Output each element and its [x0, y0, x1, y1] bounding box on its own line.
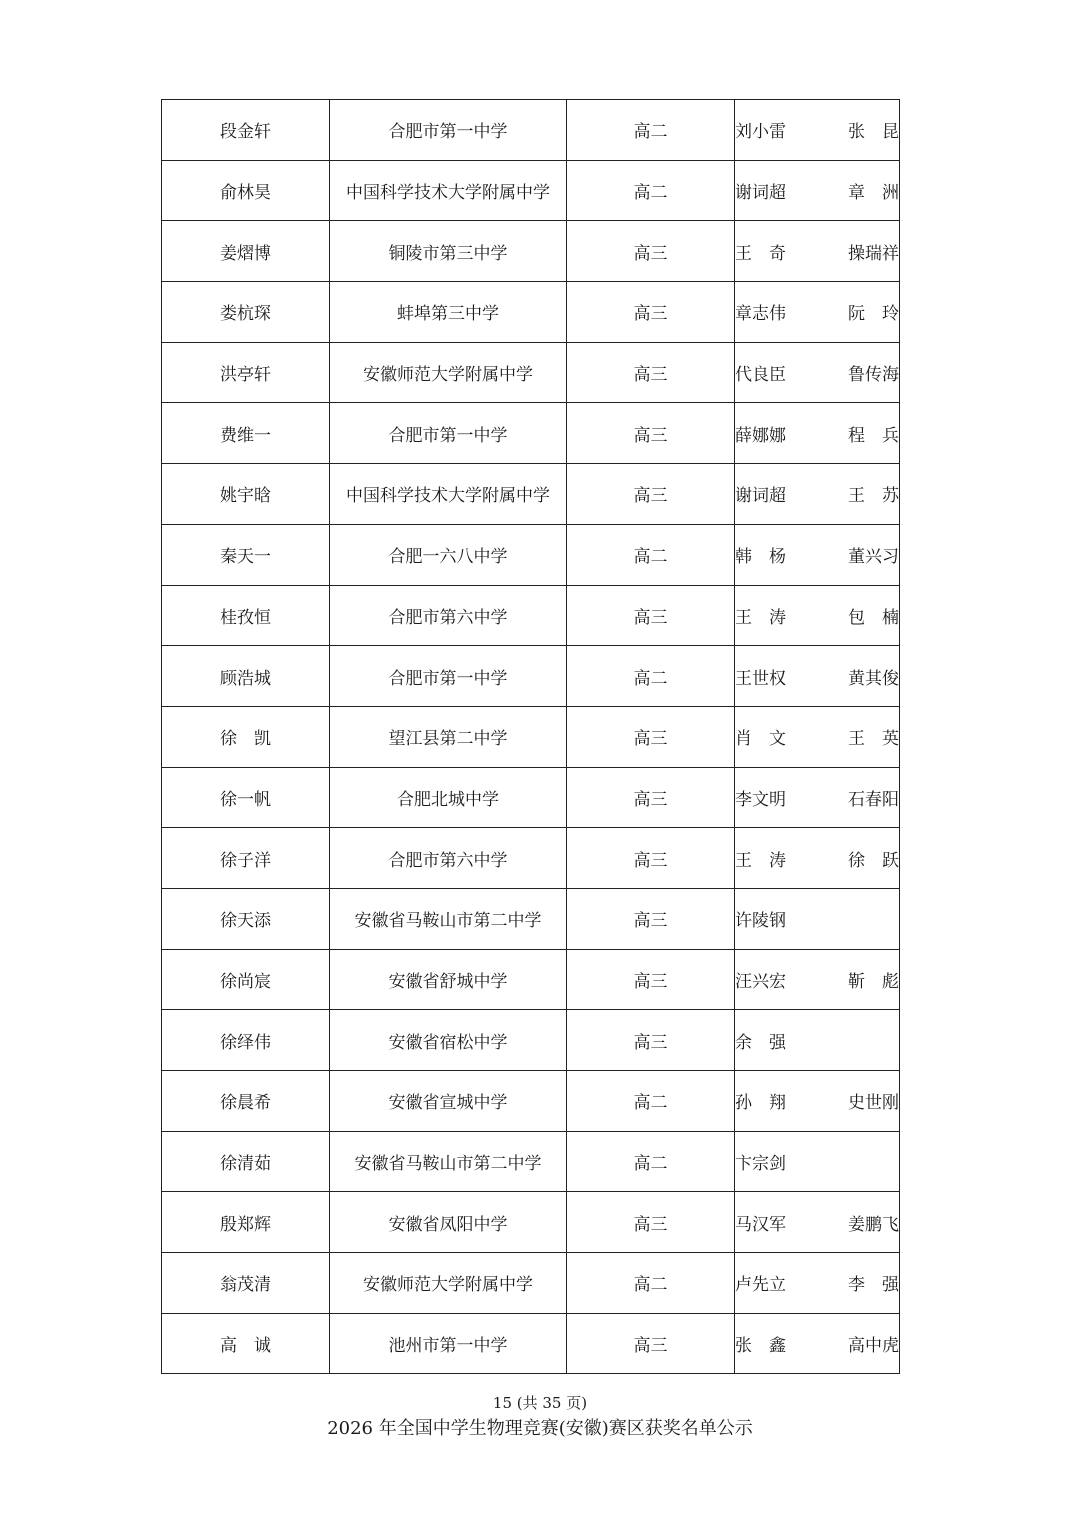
- table-row: [162, 1253, 900, 1314]
- coach-names: [735, 1028, 899, 1053]
- coach-secondary: 张 昆: [848, 122, 899, 143]
- student-name-cell: 娄杭琛: [162, 282, 330, 343]
- grade-cell: 高三: [567, 888, 735, 949]
- table-row: [162, 100, 900, 161]
- coach-secondary: 操瑞祥: [848, 243, 899, 264]
- student-name-cell: 高 诚: [162, 1313, 330, 1374]
- school-cell: 合肥北城中学: [330, 767, 567, 828]
- school-cell: 合肥市第一中学: [330, 100, 567, 161]
- grade-cell: 高三: [567, 828, 735, 889]
- grade-cell: 高三: [567, 767, 735, 828]
- coach-names: [735, 542, 899, 567]
- coach-primary: 李文明: [735, 789, 786, 810]
- coach-primary: 王 涛: [735, 850, 786, 871]
- school-cell: 中国科学技术大学附属中学: [330, 160, 567, 221]
- coach-secondary: 李 强: [848, 1275, 899, 1296]
- coach-cell: [735, 706, 900, 767]
- table-row: [162, 160, 900, 221]
- coach-cell: [735, 160, 900, 221]
- table-row: [162, 1313, 900, 1374]
- coach-secondary: 徐 跃: [848, 850, 899, 871]
- school-cell: 合肥市第一中学: [330, 646, 567, 707]
- grade-cell: 高三: [567, 706, 735, 767]
- document-title: 2026 年全国中学生物理竞赛(安徽)赛区获奖名单公示: [327, 1418, 753, 1439]
- student-name-cell: 秦天一: [162, 524, 330, 585]
- school-cell: 安徽省宿松中学: [330, 1010, 567, 1071]
- coach-secondary: 高中虎: [848, 1336, 899, 1357]
- coach-secondary: 章 洲: [848, 183, 899, 204]
- coach-primary: 王 奇: [735, 243, 786, 264]
- table-row: [162, 1131, 900, 1192]
- grade-cell: 高三: [567, 342, 735, 403]
- student-name-cell: 徐子洋: [162, 828, 330, 889]
- table-row: [162, 1010, 900, 1071]
- coach-names: [735, 1210, 899, 1235]
- coach-primary: 谢词超: [735, 183, 786, 204]
- coach-names: [735, 239, 899, 264]
- table-row: [162, 706, 900, 767]
- grade-cell: 高三: [567, 403, 735, 464]
- grade-cell: 高三: [567, 1192, 735, 1253]
- coach-names: [735, 1270, 899, 1295]
- table-row: [162, 767, 900, 828]
- coach-cell: [735, 1313, 900, 1374]
- table-row: [162, 1071, 900, 1132]
- coach-cell: [735, 585, 900, 646]
- coach-cell: [735, 888, 900, 949]
- coach-names: [735, 178, 899, 203]
- table-row: [162, 524, 900, 585]
- table-row: [162, 828, 900, 889]
- coach-cell: [735, 282, 900, 343]
- grade-cell: 高三: [567, 221, 735, 282]
- coach-cell: [735, 949, 900, 1010]
- coach-primary: 余 强: [735, 1032, 786, 1053]
- coach-primary: 张 鑫: [735, 1336, 786, 1357]
- student-name-cell: 徐清茹: [162, 1131, 330, 1192]
- coach-primary: 孙 翔: [735, 1093, 786, 1114]
- school-cell: 安徽省马鞍山市第二中学: [330, 1131, 567, 1192]
- grade-cell: 高三: [567, 1010, 735, 1071]
- coach-names: [735, 664, 899, 689]
- award-list-table: [161, 99, 900, 1374]
- student-name-cell: 徐晨希: [162, 1071, 330, 1132]
- coach-names: [735, 846, 899, 871]
- coach-secondary: 董兴习: [848, 547, 899, 568]
- coach-primary: 谢词超: [735, 486, 786, 507]
- coach-cell: [735, 1192, 900, 1253]
- coach-names: [735, 1088, 899, 1113]
- coach-primary: 章志伟: [735, 304, 786, 325]
- grade-cell: 高二: [567, 160, 735, 221]
- school-cell: 合肥市第六中学: [330, 585, 567, 646]
- coach-primary: 许陵钢: [735, 911, 786, 932]
- student-name-cell: 徐 凯: [162, 706, 330, 767]
- school-cell: 安徽省舒城中学: [330, 949, 567, 1010]
- coach-names: [735, 724, 899, 749]
- table-row: [162, 888, 900, 949]
- table-row: [162, 282, 900, 343]
- grade-cell: 高三: [567, 949, 735, 1010]
- school-cell: 合肥市第六中学: [330, 828, 567, 889]
- student-name-cell: 洪亭轩: [162, 342, 330, 403]
- table-row: [162, 403, 900, 464]
- grade-cell: 高三: [567, 464, 735, 525]
- grade-cell: 高二: [567, 524, 735, 585]
- page-number: 15 (共 35 页): [492, 1394, 588, 1412]
- school-cell: 合肥一六八中学: [330, 524, 567, 585]
- student-name-cell: 徐绎伟: [162, 1010, 330, 1071]
- coach-secondary: 史世刚: [848, 1093, 899, 1114]
- grade-cell: 高三: [567, 585, 735, 646]
- coach-secondary: 阮 玲: [848, 304, 899, 325]
- coach-names: [735, 1149, 899, 1174]
- coach-primary: 汪兴宏: [735, 971, 786, 992]
- coach-primary: 卞宗剑: [735, 1154, 786, 1175]
- coach-cell: [735, 1253, 900, 1314]
- coach-names: [735, 906, 899, 931]
- coach-cell: [735, 1131, 900, 1192]
- coach-cell: [735, 221, 900, 282]
- school-cell: 安徽省凤阳中学: [330, 1192, 567, 1253]
- student-name-cell: 姚宇晗: [162, 464, 330, 525]
- student-name-cell: 翁茂清: [162, 1253, 330, 1314]
- coach-cell: [735, 767, 900, 828]
- student-name-cell: 俞林昊: [162, 160, 330, 221]
- coach-cell: [735, 1071, 900, 1132]
- award-list-body: [162, 100, 900, 1374]
- coach-names: [735, 117, 899, 142]
- coach-primary: 刘小雷: [735, 122, 786, 143]
- table-row: [162, 342, 900, 403]
- coach-names: [735, 967, 899, 992]
- table-row: [162, 221, 900, 282]
- grade-cell: 高二: [567, 1131, 735, 1192]
- student-name-cell: 桂孜恒: [162, 585, 330, 646]
- student-name-cell: 顾浩城: [162, 646, 330, 707]
- student-name-cell: 殷郑辉: [162, 1192, 330, 1253]
- coach-primary: 薛娜娜: [735, 425, 786, 446]
- school-cell: 中国科学技术大学附属中学: [330, 464, 567, 525]
- coach-cell: [735, 464, 900, 525]
- school-cell: 安徽师范大学附属中学: [330, 1253, 567, 1314]
- coach-secondary: 黄其俊: [848, 668, 899, 689]
- coach-secondary: 程 兵: [848, 425, 899, 446]
- table-row: [162, 1192, 900, 1253]
- student-name-cell: 徐天添: [162, 888, 330, 949]
- coach-names: [735, 299, 899, 324]
- coach-secondary: 王 英: [848, 729, 899, 750]
- grade-cell: 高二: [567, 100, 735, 161]
- coach-cell: [735, 1010, 900, 1071]
- coach-secondary: 靳 彪: [848, 971, 899, 992]
- coach-cell: [735, 100, 900, 161]
- grade-cell: 高二: [567, 646, 735, 707]
- coach-cell: [735, 342, 900, 403]
- student-name-cell: 姜熠博: [162, 221, 330, 282]
- coach-names: [735, 1331, 899, 1356]
- student-name-cell: 段金轩: [162, 100, 330, 161]
- coach-cell: [735, 524, 900, 585]
- coach-names: [735, 360, 899, 385]
- table-row: [162, 949, 900, 1010]
- coach-names: [735, 785, 899, 810]
- coach-primary: 马汉军: [735, 1214, 786, 1235]
- school-cell: 安徽省宣城中学: [330, 1071, 567, 1132]
- table-row: [162, 646, 900, 707]
- school-cell: 合肥市第一中学: [330, 403, 567, 464]
- coach-secondary: 包 楠: [848, 607, 899, 628]
- school-cell: 蚌埠第三中学: [330, 282, 567, 343]
- coach-secondary: 石春阳: [848, 789, 899, 810]
- table-row: [162, 464, 900, 525]
- coach-cell: [735, 403, 900, 464]
- grade-cell: 高二: [567, 1253, 735, 1314]
- coach-names: [735, 421, 899, 446]
- school-cell: 望江县第二中学: [330, 706, 567, 767]
- grade-cell: 高二: [567, 1071, 735, 1132]
- school-cell: 安徽省马鞍山市第二中学: [330, 888, 567, 949]
- coach-primary: 韩 杨: [735, 547, 786, 568]
- coach-names: [735, 481, 899, 506]
- coach-primary: 王世权: [735, 668, 786, 689]
- student-name-cell: 徐一帆: [162, 767, 330, 828]
- school-cell: 铜陵市第三中学: [330, 221, 567, 282]
- table-row: [162, 585, 900, 646]
- student-name-cell: 费维一: [162, 403, 330, 464]
- coach-cell: [735, 828, 900, 889]
- school-cell: 池州市第一中学: [330, 1313, 567, 1374]
- coach-primary: 代良臣: [735, 365, 786, 386]
- coach-secondary: 王 苏: [848, 486, 899, 507]
- student-name-cell: 徐尚宸: [162, 949, 330, 1010]
- coach-primary: 卢先立: [735, 1275, 786, 1296]
- coach-names: [735, 603, 899, 628]
- grade-cell: 高三: [567, 1313, 735, 1374]
- grade-cell: 高三: [567, 282, 735, 343]
- coach-cell: [735, 646, 900, 707]
- coach-primary: 王 涛: [735, 607, 786, 628]
- school-cell: 安徽师范大学附属中学: [330, 342, 567, 403]
- coach-secondary: 姜鹏飞: [848, 1214, 899, 1235]
- coach-secondary: 鲁传海: [848, 365, 899, 386]
- coach-primary: 肖 文: [735, 729, 786, 750]
